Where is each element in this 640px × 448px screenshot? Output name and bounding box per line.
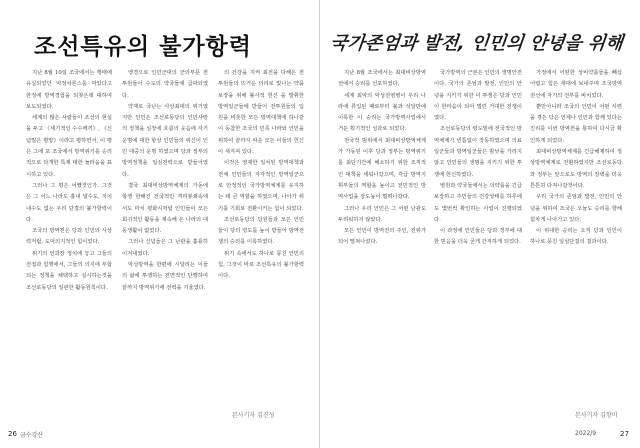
right-page	[320, 0, 640, 448]
paragraph: 이 과정에 인민들은 당과 정부에 대한 믿음을 더욱 굳게 간직하게 되었다.	[434, 228, 522, 246]
left-column-3	[218, 68, 304, 408]
right-page-number: 27	[620, 430, 629, 438]
paragraph: 이것은 영재한 일치된 방역대책과 전체 인민들의 자각적인 방역일군으로 안정적인 국가방역체계를 유지하는 데 큰 역할을 하였으며, 나아가 위기를 기회로 전환시키는 힘이 되었다.	[218, 160, 304, 212]
paragraph: 위기 속에서도 하나로 뭉친 인민의 힘, 그것이 바로 조선특유의 불가항력이다.	[218, 250, 304, 280]
paragraph: 조선로동당의 령도밑에 전국적인 방역체계가 빈틈없이 작동하였으며 의료일군들과 방역일군들은 밤낮을 가리지 않고 인민들의 생명을 지키기 위한 투쟁에 헌신하였다.	[434, 126, 522, 178]
paragraph: 뿐만아니라 조국의 인민이 어떤 시련을 겪든 당은 언제나 인민과 함께 있다는 진리를 이번 방역전을 통하여 다시금 확인하게 되었다.	[530, 103, 622, 144]
left-column-1	[26, 68, 112, 408]
paragraph: 세계의 많은 사람들이 조선의 현실을 두고 《세기적인 수수께끼》, 《신념밀은 평망》이라고 평하면서, 이 평은 그에 포 조국에서 방역위기를 승리적으로 타개한 특제 대한 놀라움을 표시하고 있다.	[26, 115, 112, 178]
right-column-1	[338, 68, 426, 408]
left-page-number: 26	[8, 430, 17, 438]
paragraph: 의 건강을 지켜 최전을 다해온 전투원들의 뜨거운 의리로 빛나는 약품보장을 위해 불사적 헌신 을 발휘한 방역일군들에 받들어 전투원들의 입원을 비롯한 모든 방역대책에 하나같이 동참한 조국의 민족 나라와 인민을 위하여 끝까지 싸운 모든 이들의 헌신이 새겨져 있다.	[218, 70, 304, 156]
paragraph: 위기의 언과장 정치에 놓고 그들의 전접과 힘행에서, 그들의 의지에 부합되는 정책을 채택하고 실시하는것을 조선로동당의 일관한 활동원칙이다.	[26, 250, 112, 291]
paragraph: 국가방역의 근본은 인민의 생명안전이다. 국가의 존엄과 발전, 인민의 안녕을 지키기 위한 이 투쟁은 당과 인민이 한마음이 되어 벌린 거대한 전쟁이였다.	[434, 70, 522, 122]
paragraph: 세계 최악의 악성전염병이 우리 나라에 류입된 때로부터 불과 석달만에 이룩한 이 승리는 국가방역사업에서 거둔 획기적인 성과로 되었다.	[338, 92, 426, 133]
paragraph: 약재로 국난는 사상최대의 위기였지만 인민은 조선로동당의 인민사랑의 정책을 심장에 흐름의 웃음에 자기 운명에 대한 항상 인민들의 위신이 인민 대중의 운명 하였으며 당과 정부의 방역정책을 일심전력으로 받들어였다.	[122, 103, 208, 178]
issue-date: 2022/9	[575, 430, 597, 437]
paragraph: 지난 8월 조국에서는 최대비상방역전에서 승리를 선포하였다.	[338, 70, 426, 88]
paragraph: 결국 최대비상방역체계의 가동에 항쟁 한해진 전국적인 격리봉쇄속에서도 마치 평화시처럼 인민들이 모든 회귀적인 활동을 계속해 온 나라의 대동생활이 없었다.	[122, 182, 208, 235]
paragraph: 엥경으로 인민군대의 군의부문 전투원들이 수도의 약국들에 급파되였다.	[122, 70, 208, 99]
paragraph: 우리 국가의 존엄과 발전, 인민의 안녕을 위하여 조국은 오늘도 승리를 향해 힘차게 나아가고 있다.	[530, 194, 622, 223]
paragraph: 가정에서 어떤한 상비약품들을 빼십 어렵고 힘든 세대에 보내주며 조국방역전선에 자기의 전부를 바치었다.	[530, 70, 622, 99]
paragraph: 그러나 신념들은 그 난관을 훌륭히 이겨내였다.	[122, 239, 208, 257]
paragraph: 지난 8월 10일 조국에서는 행태에 유실되었던 악정치론스를 막았다고 한정에 방역경험을 되찾은데 대하여 보도되였다.	[26, 70, 112, 110]
left-byline: 본사기자 김진성	[232, 412, 275, 419]
right-byline: 본사기자 김향미	[575, 412, 618, 419]
left-column-2	[122, 68, 208, 408]
paragraph: 그러나 그 평은 어쨌것인가. 그것은 그 어느 나라도 흉내 낼수도, 지어내수도 없는 우리 단결의 불가항력이다.	[26, 182, 112, 223]
paragraph: 악성방역을 한편에 시달리는 이들의 삶에 투쟁하는 전면적인 단행하여 끝까지 방역위기에 전력을 기울였다.	[122, 262, 208, 291]
paragraph: 모든 인민이 방역전의 주인, 전위가 되어 떨쳐나섰다.	[338, 228, 426, 246]
paragraph: 전국적 범위에서 최대비상방역체계가 가동된 이후 당과 정부는 방역위기를 최단기간에 해소하기 위한 조직적인 대책을 세워나갔으며, 각급 방역지휘부들의 역할을 높이고 전민적인 방역사업을 강도높이 벌려나갔다.	[338, 137, 426, 201]
paragraph: 최대비상방역체계를 긴급해제하여 정상방역체계로 전환하였지만 조선로동당과 정부는 앞으로도 방역의 장벽을 더욱 튼튼히 다져나갈것이다.	[530, 149, 622, 189]
publication-name: 금수강산	[20, 432, 44, 439]
paragraph: 그러나 우리 인민은 그 어떤 난관도 두려워하지 않았다.	[338, 205, 426, 223]
right-column-2	[434, 68, 522, 408]
left-headline: 조선특유의 불가항력	[34, 34, 252, 60]
paragraph: 조선로동당의 당원들과 모든 인민들이 당의 령도를 높이 받들어 방역전쟁의 승리를 이룩하였다.	[218, 216, 304, 246]
right-headline: 국가존엄과 발전, 인민의 안녕을 위해	[328, 33, 624, 54]
paragraph: 조국의 방역전은 당과 인민의 사상력저럼, 도덕의지적인 힘이었다.	[26, 228, 112, 246]
right-column-3	[530, 68, 622, 408]
paragraph: 이 위대한 승리는 오직 당과 인민이 하나로 뭉친 일심단결의 결과이다.	[530, 228, 622, 246]
paragraph: 병원과 약국들에서는 의약품을 긴급보장하고 주민들의 건강상태를 하루에도 몇번씩 확인하는 사업이 진행되였다.	[434, 182, 522, 223]
